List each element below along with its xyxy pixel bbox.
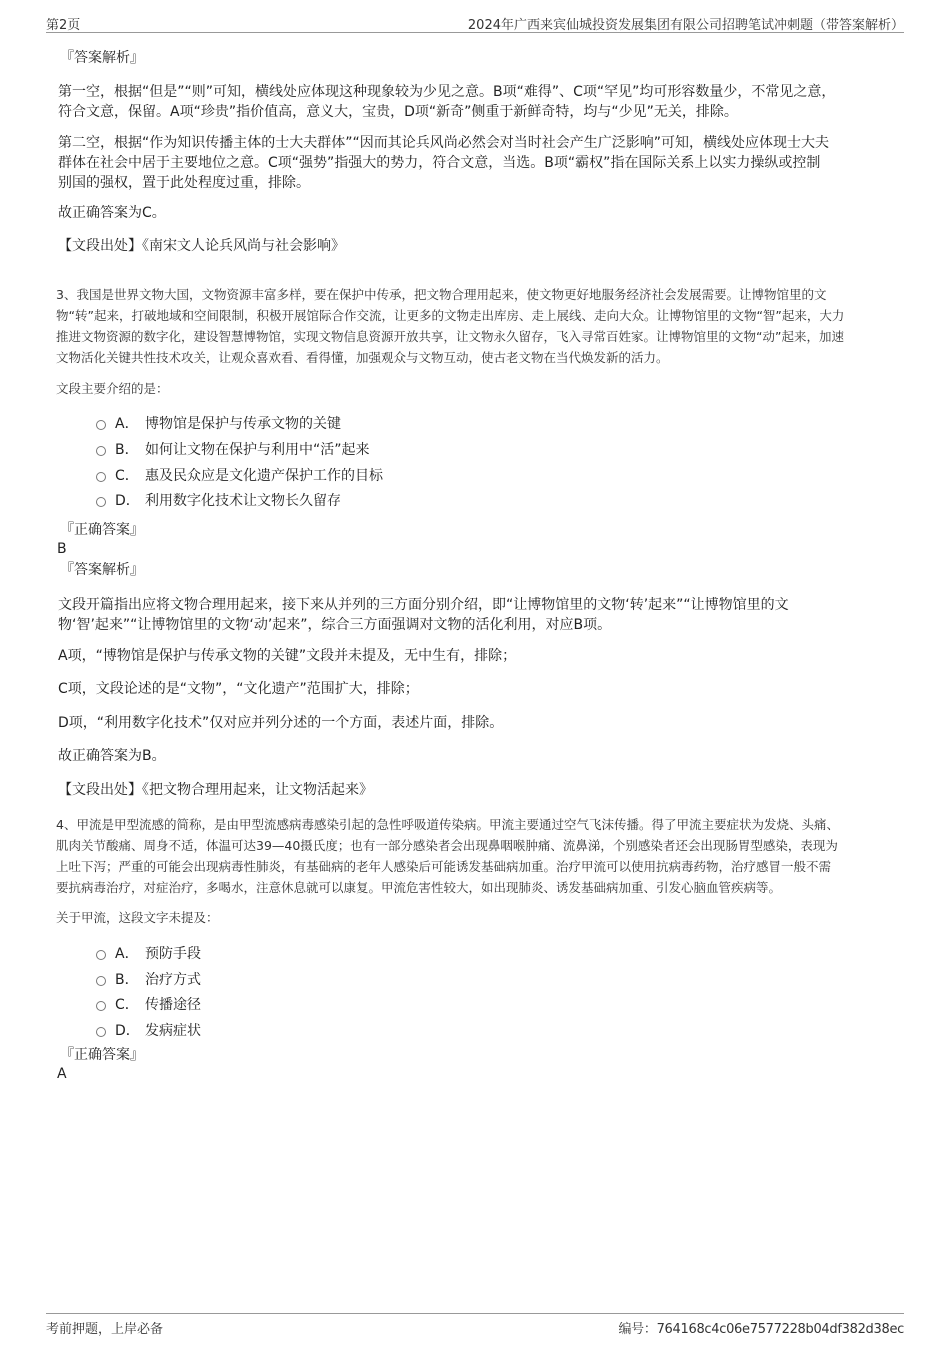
radio-icon[interactable] xyxy=(96,950,106,960)
question-3-prompt: 文段主要介绍的是： xyxy=(56,381,169,396)
document-title: 2024年广西来宾仙城投资发展集团有限公司招聘笔试冲刺题（带答案解析） xyxy=(467,18,904,33)
option-text: 传播途径 xyxy=(145,997,201,1013)
q3-option-c[interactable] xyxy=(96,465,383,487)
page-header xyxy=(46,12,904,33)
radio-icon[interactable] xyxy=(96,976,106,986)
option-text: 博物馆是保护与传承文物的关键 xyxy=(145,416,341,432)
text-line: 3、我国是世界文物大国，文物资源丰富多样，要在保护中传承，把文物合理用起来，使文物更好地服务经济社会发展需要。让博物馆里的文 xyxy=(56,287,827,302)
option-text: 惠及民众应是文化遗产保护工作的目标 xyxy=(145,468,383,484)
q4-option-d[interactable] xyxy=(96,1020,201,1042)
text-line: 物‘智’起来”“让博物馆里的文物‘动’起来”，综合三方面强调对文物的活化利用，对应B项。 xyxy=(58,617,612,633)
text-line: 符合文意，保留。A项“珍贵”指价值高，意义大，宝贵，D项“新奇”侧重于新鲜奇特，均与“少见”无关，排除。 xyxy=(58,104,738,120)
option-text: 如何让文物在保护与利用中“活”起来 xyxy=(145,442,370,458)
radio-icon[interactable] xyxy=(96,1027,106,1037)
text-line: 群体在社会中居于主要地位之意。C项“强势”指强大的势力，符合文意，当选。B项“霸权”指在国际关系上以实力操纵或控制 xyxy=(58,155,821,171)
option-letter: D． xyxy=(115,1023,140,1039)
option-letter: A． xyxy=(115,946,139,962)
text-line: 第二空，根据“作为知识传播主体的士大夫群体”“因而其论兵风尚必然会对当时社会产生广泛影响”可知，横线处应体现士大夫 xyxy=(58,135,830,151)
correct-answer: B xyxy=(57,541,67,557)
radio-icon[interactable] xyxy=(96,420,106,430)
conclusion: 故正确答案为C。 xyxy=(58,205,166,221)
radio-icon[interactable] xyxy=(96,497,106,507)
radio-icon[interactable] xyxy=(96,472,106,482)
q4-option-a[interactable] xyxy=(96,943,201,965)
option-letter: C． xyxy=(115,997,139,1013)
text-line: 推进文物资源的数字化，建设智慧博物馆，实现文物信息资源开放共享，让文物永久留存，飞入寻常百姓家。让博物馆里的文物“动”起来，加速 xyxy=(56,329,844,344)
option-letter: A． xyxy=(115,416,139,432)
question-3-stem xyxy=(56,284,844,368)
correct-answer-label: 『正确答案』 xyxy=(60,1047,144,1063)
text-line: 肌肉关节酸痛、周身不适，体温可达39—40摄氏度；也有一部分感染者会出现鼻咽喉肿痛、流鼻涕，个别感染者还会出现肠胃型感染，表现为 xyxy=(56,838,838,853)
analysis-label: 『答案解析』 xyxy=(60,50,144,66)
text-line: 文物活化关键共性技术攻关，让观众喜欢看、看得懂，加强观众与文物互动，使古老文物在当代焕发新的活力。 xyxy=(56,350,669,365)
option-letter: C． xyxy=(115,468,139,484)
analysis-paragraph-3: C项，文段论述的是“文物”，“文化遗产”范围扩大，排除； xyxy=(58,681,419,697)
analysis-label: 『答案解析』 xyxy=(60,562,144,578)
q4-option-b[interactable] xyxy=(96,969,201,991)
analysis-paragraph-1 xyxy=(58,595,789,635)
text-line: 别国的强权，置于此处程度过重，排除。 xyxy=(58,175,310,191)
question-4-prompt: 关于甲流，这段文字未提及： xyxy=(56,910,219,925)
correct-answer-label: 『正确答案』 xyxy=(60,522,144,538)
option-text: 预防手段 xyxy=(145,946,201,962)
correct-answer: A xyxy=(57,1066,67,1082)
source-citation: 【文段出处】《南宋文人论兵风尚与社会影响》 xyxy=(58,238,345,254)
option-letter: D． xyxy=(115,493,140,509)
text-line: 物“转”起来，打破地域和空间限制，积极开展馆际合作交流，让更多的文物走出库房、走上展线、走向大众。让博物馆里的文物“智”起来，大力 xyxy=(56,308,845,323)
radio-icon[interactable] xyxy=(96,1001,106,1011)
q4-option-c[interactable] xyxy=(96,994,201,1016)
analysis-paragraph-4: D项，“利用数字化技术”仅对应并列分述的一个方面，表述片面，排除。 xyxy=(58,715,504,731)
analysis-paragraph-1 xyxy=(58,82,835,122)
q3-option-b[interactable] xyxy=(96,439,370,461)
analysis-paragraph-2: A项，“博物馆是保护与传承文物的关键”文段并未提及，无中生有，排除； xyxy=(58,648,517,664)
document-code: 编号：764168c4c06e7577228b04df382d38ec xyxy=(618,1322,904,1337)
question-4-stem xyxy=(56,814,839,898)
page-number: 第2页 xyxy=(46,18,81,33)
radio-icon[interactable] xyxy=(96,446,106,456)
option-letter: B． xyxy=(115,972,139,988)
page-footer xyxy=(46,1313,904,1338)
option-text: 发病症状 xyxy=(145,1023,201,1039)
q3-option-d[interactable] xyxy=(96,490,341,512)
source-citation: 【文段出处】《把文物合理用起来，让文物活起来》 xyxy=(58,782,373,798)
text-line: 上吐下泻；严重的可能会出现病毒性肺炎，有基础病的老年人感染后可能诱发基础病加重。治疗甲流可以使用抗病毒药物，治疗感冒一般不需 xyxy=(56,859,832,874)
q3-option-a[interactable] xyxy=(96,413,341,435)
conclusion: 故正确答案为B。 xyxy=(58,748,166,764)
text-line: 4、甲流是甲型流感的简称，是由甲型流感病毒感染引起的急性呼吸道传染病。甲流主要通过空气飞沫传播。得了甲流主要症状为发烧、头痛、 xyxy=(56,817,839,832)
footer-slogan: 考前押题，上岸必备 xyxy=(46,1322,164,1337)
option-text: 利用数字化技术让文物长久留存 xyxy=(145,493,341,509)
option-text: 治疗方式 xyxy=(145,972,201,988)
analysis-paragraph-2 xyxy=(58,133,829,193)
text-line: 要抗病毒治疗，对症治疗，多喝水，注意休息就可以康复。甲流危害性较大，如出现肺炎、诱发基础病加重、引发心脑血管疾病等。 xyxy=(56,880,782,895)
option-letter: B． xyxy=(115,442,139,458)
text-line: 第一空，根据“但是”“则”可知，横线处应体现这种现象较为少见之意。B项“难得”、C项“罕见”均可形容数量少，不常见之意， xyxy=(58,84,836,100)
text-line: 文段开篇指出应将文物合理用起来，接下来从并列的三方面分别介绍，即“让博物馆里的文物‘转’起来”“让博物馆里的文 xyxy=(58,597,789,613)
